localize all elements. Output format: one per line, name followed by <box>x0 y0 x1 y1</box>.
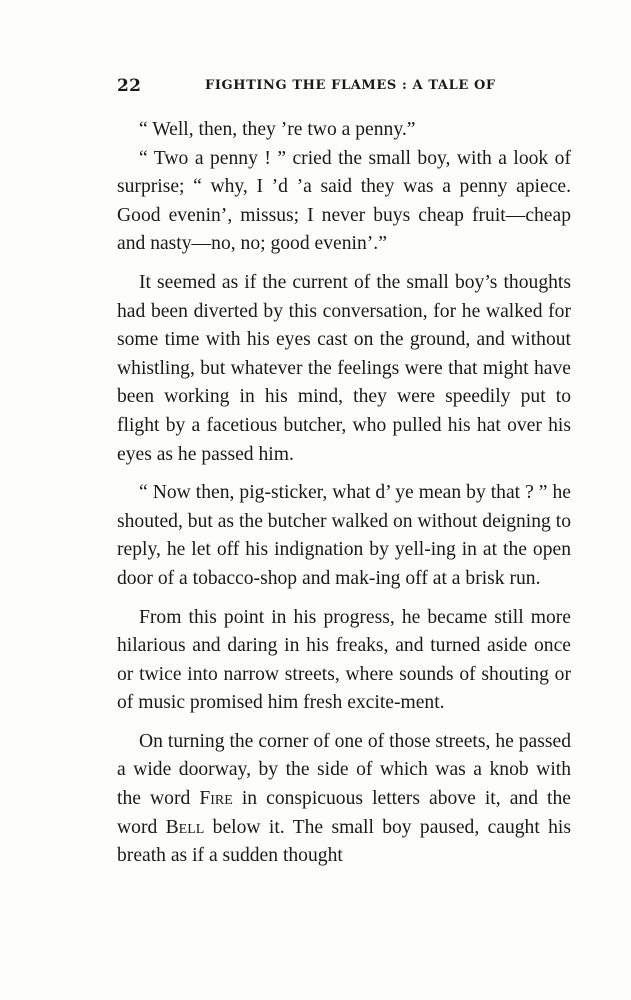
body-text <box>117 116 571 871</box>
paragraph-6 <box>117 728 571 871</box>
page-number: 22 <box>117 76 142 96</box>
running-title: FIGHTING THE FLAMES : A TALE OF <box>205 78 496 93</box>
paragraph-6-part-3: below it. The small boy paused, caught his breath as if a sudden thought <box>117 816 571 867</box>
paragraph-5: From this point in his progress, he became still more hilarious and daring in his freaks, and turned aside once or twice into narrow streets, where sounds of shouting or of music promised him fresh excite-ment. <box>117 606 571 714</box>
paragraph-3: It seemed as if the current of the small boy’s thoughts had been diverted by this conversation, for he walked for some time with his eyes cast on the ground, and without whistling, but whatever the feelings were that might have been working in his mind, they were speedily put to flight by a facetious butcher, who pulled his hat over his eyes as he passed him. <box>117 271 571 465</box>
paragraph-6-part-2: in conspicuous letters above it, and the word <box>117 788 571 838</box>
paragraph-4: “ Now then, pig-sticker, what d’ ye mean by that ? ” he shouted, but as the butcher walked on without deigning to reply, he let off his indignation by yell-ing in at the open door of a tobacco-shop and mak-ing off at a brisk run. <box>117 482 571 589</box>
paragraph-6-part-1: On turning the corner of one of those streets, he passed a wide doorway, by the side of which was a knob with the word <box>117 730 571 810</box>
fire-word: Fire <box>199 788 233 810</box>
paragraph-1: “ Well, then, they ’re two a penny.” <box>139 119 416 140</box>
running-head <box>117 76 517 100</box>
bell-word: Bell <box>165 816 205 838</box>
paragraph-2: “ Two a penny ! ” cried the small boy, with a look of surprise; “ why, I ’d ’a said they was a penny apiece. Good evenin’, missus; I never buys cheap fruit—cheap and nasty—no, no; good evenin’.” <box>117 147 571 255</box>
